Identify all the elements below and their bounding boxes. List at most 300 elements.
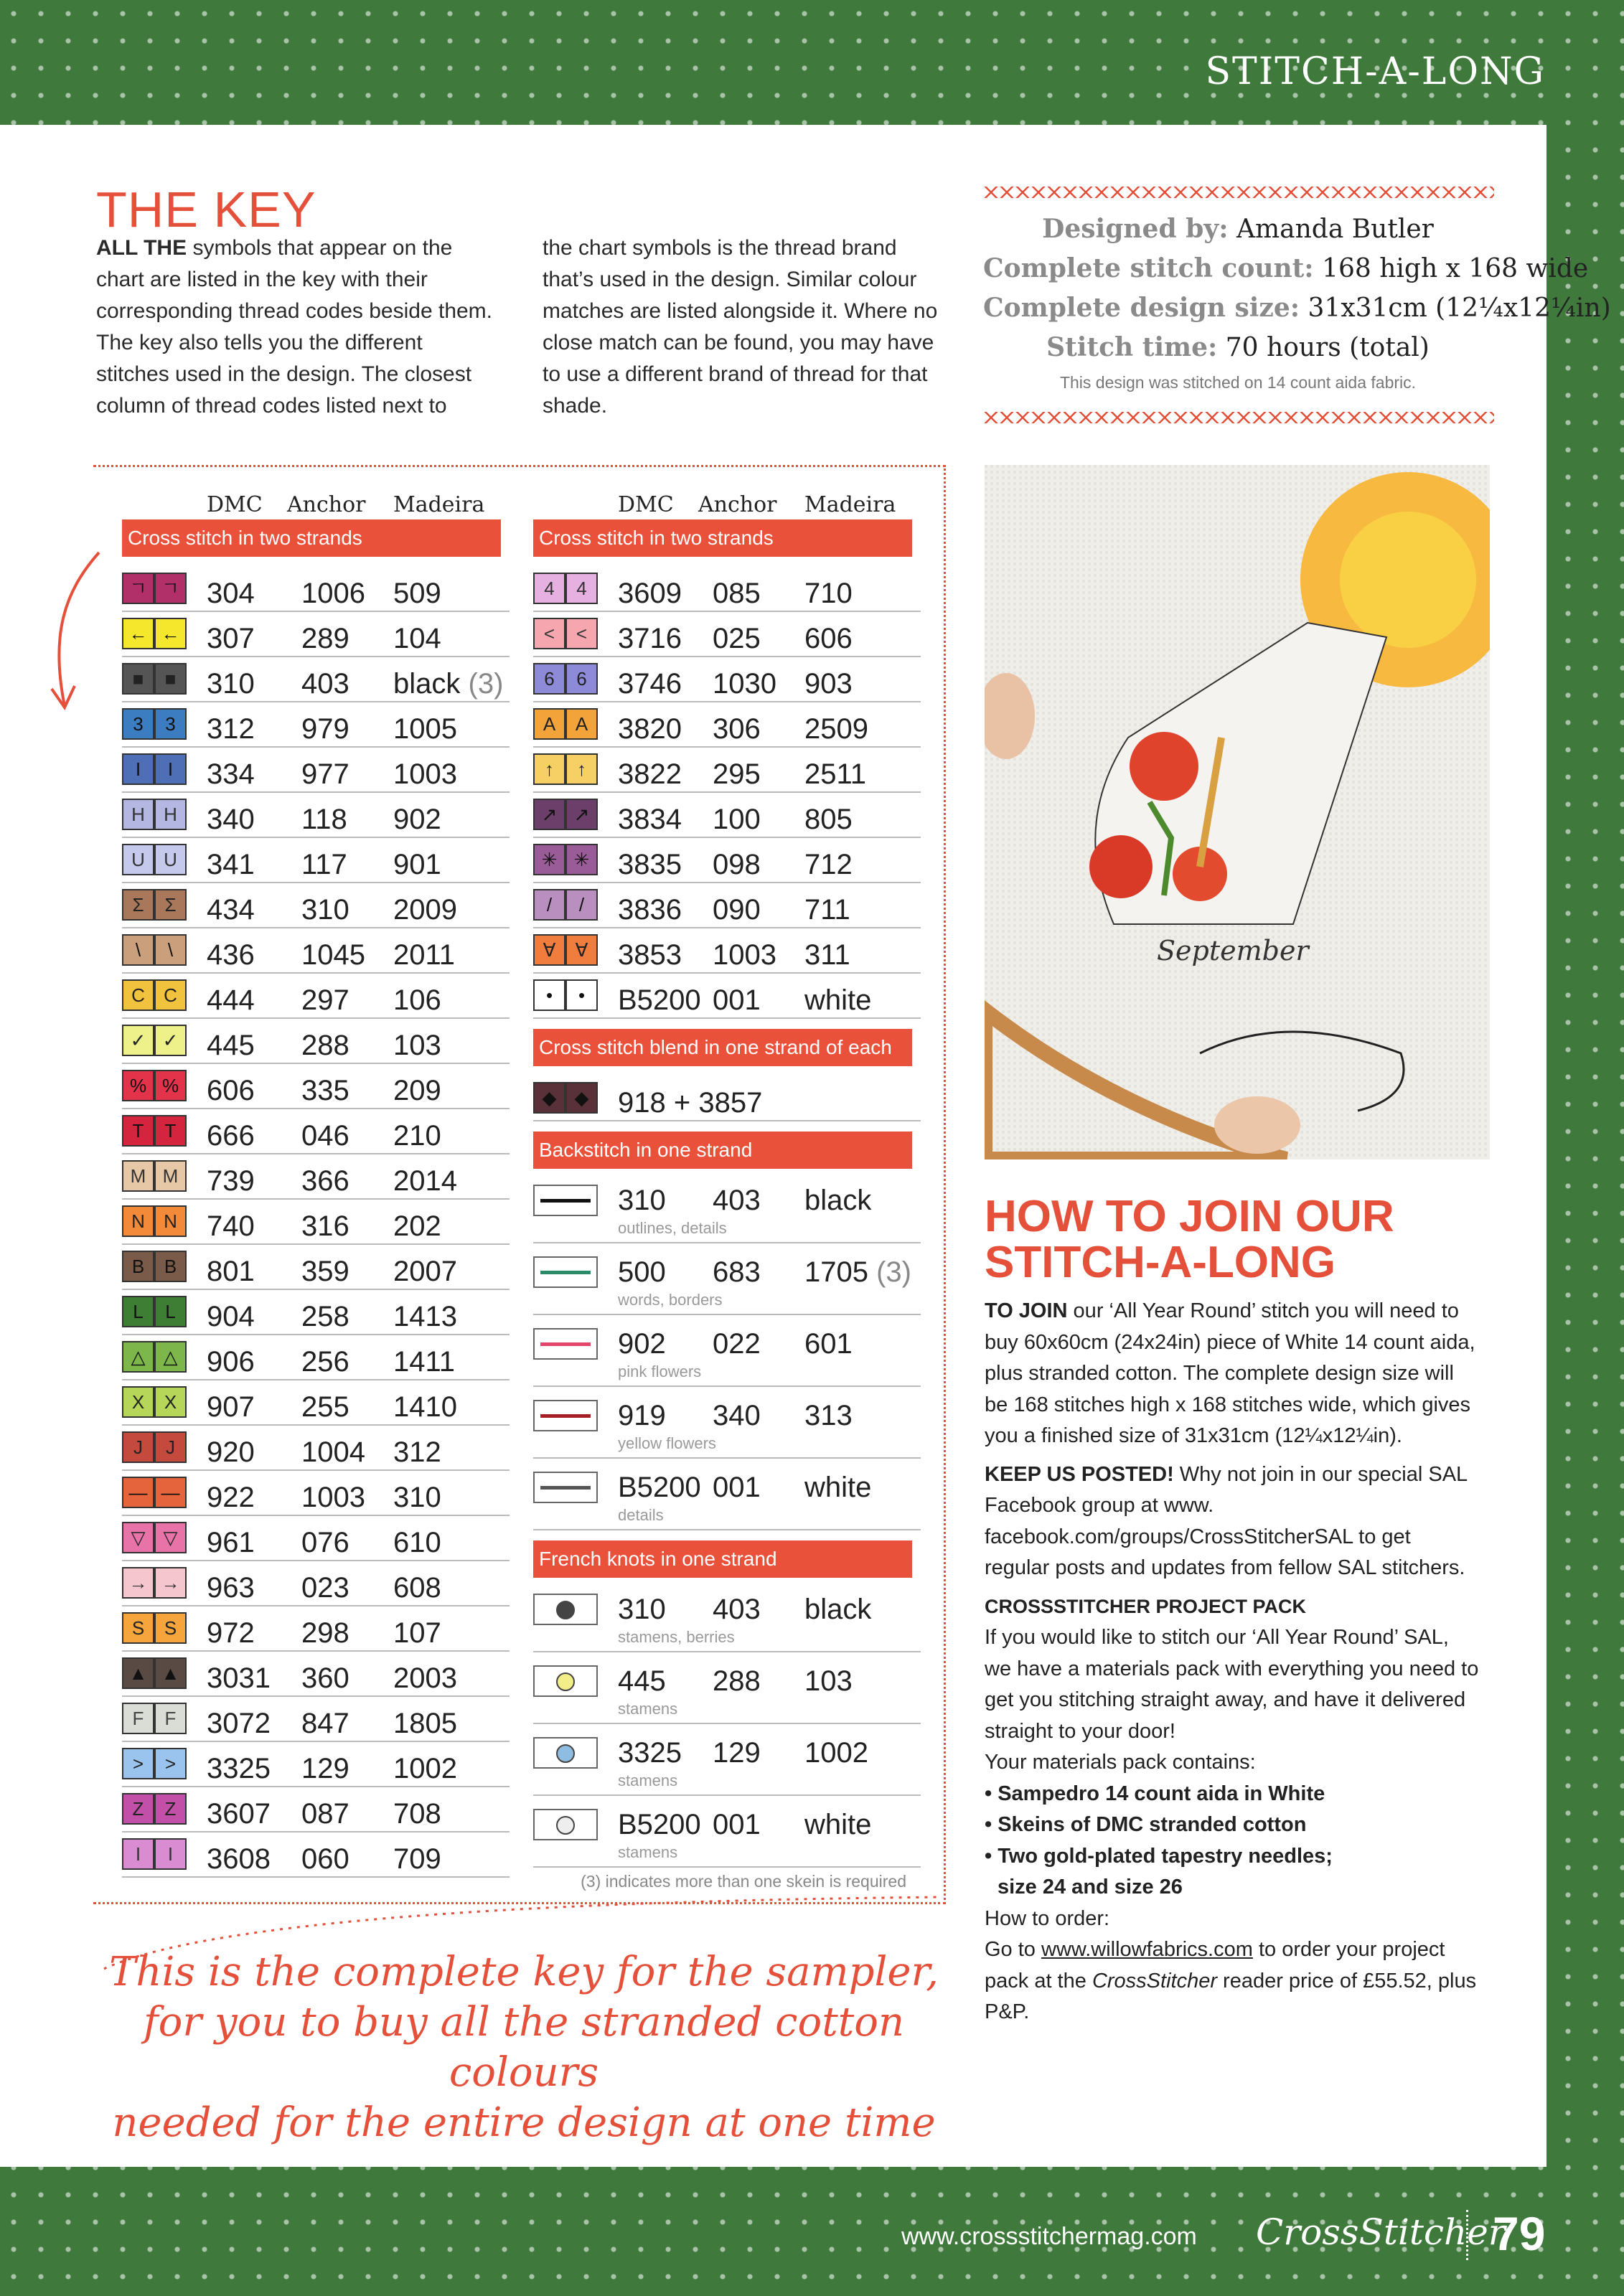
chart-symbol: T	[122, 1115, 154, 1147]
chart-symbol: ↑	[565, 753, 598, 785]
dmc-code: 3325	[618, 1737, 682, 1769]
divider-bottom	[983, 412, 1494, 423]
chart-symbol: /	[533, 889, 565, 921]
dmc-code: 3853	[618, 939, 682, 971]
page	[0, 125, 1611, 2167]
blend-symbol: ◆	[565, 1082, 598, 1114]
chart-symbol: >	[122, 1748, 154, 1779]
divider-top	[983, 187, 1494, 198]
madeira-code: white	[804, 1809, 872, 1840]
anchor-code: 297	[301, 984, 349, 1016]
dmc-code: 500	[618, 1256, 666, 1288]
thread-row	[122, 1109, 510, 1154]
madeira-code: 805	[804, 804, 853, 835]
anchor-code: 310	[301, 894, 349, 926]
symbol-swatch	[122, 1160, 187, 1192]
thread-row	[122, 1787, 510, 1832]
chart-symbol: ∀	[565, 934, 598, 966]
madeira-code: 2509	[804, 713, 868, 745]
madeira-code: white	[804, 984, 872, 1016]
pack-contains: Your materials pack contains:	[985, 1751, 1256, 1774]
dmc-code: 310	[618, 1594, 666, 1625]
symbol-swatch	[122, 1025, 187, 1056]
order-label: How to order:	[985, 1906, 1110, 1930]
chart-symbol: I	[122, 753, 154, 785]
dmc-code: 3835	[618, 849, 682, 880]
madeira-code: 313	[804, 1400, 853, 1431]
chart-symbol: I	[154, 1838, 187, 1870]
chart-symbol: F	[154, 1703, 187, 1734]
chart-symbol: Z	[154, 1793, 187, 1825]
madeira-code: 106	[393, 984, 441, 1016]
madeira-code: 311	[804, 939, 850, 971]
anchor-code: 090	[713, 894, 761, 926]
chart-symbol: S	[122, 1612, 154, 1644]
chart-symbol: M	[122, 1160, 154, 1192]
symbol-swatch	[533, 753, 598, 785]
chart-symbol: %	[154, 1070, 187, 1101]
chart-symbol: N	[154, 1205, 187, 1237]
stitch-count: Complete stitch count: 168 high x 168 wide	[983, 253, 1589, 283]
anchor-code: 129	[301, 1753, 349, 1784]
symbol-swatch	[533, 1082, 598, 1114]
anchor-code: 023	[301, 1572, 349, 1604]
thread-row	[533, 702, 921, 748]
french-knot-row	[533, 1652, 921, 1724]
chart-symbol: S	[154, 1612, 187, 1644]
pack-title: CROSSSTITCHER PROJECT PACK	[985, 1595, 1307, 1617]
thread-row	[122, 612, 510, 657]
chart-symbol: ↗	[565, 799, 598, 830]
symbol-swatch	[122, 1657, 187, 1689]
symbol-swatch	[533, 708, 598, 740]
madeira-code: 103	[804, 1665, 853, 1697]
how-to-join-body	[985, 1296, 1480, 2028]
dmc-code: 3746	[618, 668, 682, 700]
anchor-code: 1030	[713, 668, 776, 700]
dmc-code: 334	[207, 758, 255, 790]
anchor-code: 118	[301, 804, 347, 835]
symbol-swatch	[122, 573, 187, 604]
madeira-code: 1805	[393, 1708, 457, 1739]
footer-brand-logo: CrossStitcher	[1256, 2211, 1506, 2253]
symbol-swatch	[122, 1522, 187, 1553]
intro-lead: ALL THE	[96, 236, 187, 260]
chart-symbol: L	[154, 1296, 187, 1327]
madeira-code: black	[804, 1594, 872, 1625]
anchor-code: 129	[713, 1737, 761, 1769]
symbol-swatch	[533, 663, 598, 695]
thread-row	[122, 1561, 510, 1606]
french-knot-row	[533, 1581, 921, 1652]
chart-symbol: ✓	[154, 1025, 187, 1056]
order-link[interactable]: www.willowfabrics.com	[1041, 1938, 1253, 1961]
left-thread-list	[122, 567, 510, 1878]
anchor-code: 001	[713, 984, 761, 1016]
chart-symbol: ▽	[122, 1522, 154, 1553]
pack-item: • Skeins of DMC stranded cotton	[985, 1813, 1307, 1836]
backstitch-row	[533, 1243, 921, 1315]
pack-text: If you would like to stitch our ‘All Year Round’ SAL, we have a materials pack with everything you need to get you stitching straight away, and have it delivered straight to your door!	[985, 1626, 1479, 1743]
french-knot-icon	[533, 1737, 598, 1769]
fabric-note: This design was stitched on 14 count aida fabric.	[1059, 373, 1417, 392]
chart-symbol: ↗	[533, 799, 565, 830]
symbol-swatch	[122, 753, 187, 785]
madeira-code: 509	[393, 578, 441, 609]
dmc-code: 972	[207, 1617, 255, 1649]
anchor-code: 403	[301, 668, 349, 700]
chart-symbol: Z	[122, 1793, 154, 1825]
chart-symbol: ■	[154, 663, 187, 695]
symbol-swatch	[122, 1612, 187, 1644]
symbol-swatch	[533, 844, 598, 875]
chart-symbol: →	[154, 1567, 187, 1599]
chart-symbol: 3	[154, 708, 187, 740]
thread-row	[122, 1516, 510, 1561]
thread-row	[122, 1200, 510, 1245]
anchor-code: 403	[713, 1185, 761, 1216]
dmc-code: 307	[207, 623, 255, 654]
madeira-code: 2003	[393, 1662, 457, 1694]
anchor-code: 295	[713, 758, 761, 790]
madeira-code: black (3)	[393, 668, 504, 700]
backstitch-list	[533, 1172, 921, 1530]
usage-note: stamens	[618, 1772, 678, 1789]
anchor-code: 340	[713, 1400, 761, 1431]
usage-note: stamens	[618, 1843, 678, 1861]
chart-symbol: /	[565, 889, 598, 921]
chart-symbol: 4	[565, 573, 598, 604]
thread-row	[533, 928, 921, 974]
key-column-right	[533, 491, 921, 1891]
usage-note: stamens	[618, 1700, 678, 1718]
chart-symbol: A	[533, 708, 565, 740]
dmc-code: 312	[207, 713, 255, 745]
thread-row	[533, 838, 921, 883]
how-to-join-title: HOW TO JOIN OUR STITCH-A-LONG	[985, 1192, 1394, 1287]
madeira-code: 711	[804, 894, 850, 926]
chart-symbol: >	[154, 1748, 187, 1779]
dmc-code: 445	[618, 1665, 666, 1697]
symbol-swatch	[533, 573, 598, 604]
chart-symbol: ■	[122, 663, 154, 695]
french-knot-row	[533, 1724, 921, 1796]
symbol-swatch	[122, 1341, 187, 1373]
stitch-time: Stitch time: 70 hours (total)	[1046, 332, 1430, 362]
chart-symbol: J	[154, 1431, 187, 1463]
footer-separator	[1466, 2210, 1468, 2260]
dmc-code: 606	[207, 1075, 255, 1106]
backstitch-line-icon	[533, 1256, 598, 1288]
anchor-code: 255	[301, 1391, 349, 1423]
dmc-code: B5200	[618, 1472, 701, 1503]
chart-symbol: →	[122, 1567, 154, 1599]
skein-count: (3)	[868, 1256, 911, 1288]
madeira-code: 1002	[804, 1737, 868, 1769]
dmc-code: 963	[207, 1572, 255, 1604]
chart-symbol: Σ	[154, 889, 187, 921]
thread-row	[122, 1606, 510, 1652]
usage-note: outlines, details	[618, 1219, 727, 1237]
chart-symbol: △	[122, 1341, 154, 1373]
symbol-swatch	[122, 1477, 187, 1508]
key-script-note: This is the complete key for the sampler, for you to buy all the stranded cotton colours needed for the entire design at one time	[109, 1949, 939, 2146]
madeira-code: 1410	[393, 1391, 457, 1423]
madeira-code: 608	[393, 1572, 441, 1604]
backstitch-line-icon	[533, 1185, 598, 1216]
madeira-code: 1002	[393, 1753, 457, 1784]
symbol-swatch	[533, 979, 598, 1011]
dmc-code: 922	[207, 1482, 255, 1513]
french-knot-icon	[533, 1809, 598, 1840]
madeira-code: 104	[393, 623, 441, 654]
madeira-code: 1705 (3)	[804, 1256, 911, 1288]
madeira-code: 606	[804, 623, 853, 654]
dmc-code: 436	[207, 939, 255, 971]
chart-symbol: ㄱ	[154, 573, 187, 604]
dmc-code: 341	[207, 849, 255, 880]
chart-symbol: H	[122, 799, 154, 830]
thread-row	[122, 748, 510, 793]
chart-symbol: 3	[122, 708, 154, 740]
symbol-swatch	[533, 799, 598, 830]
chart-symbol: •	[565, 979, 598, 1011]
chart-symbol: C	[122, 979, 154, 1011]
section-cross-stitch: Cross stitch in two strands	[533, 519, 912, 557]
chart-symbol: U	[122, 844, 154, 875]
dmc-code: 340	[207, 804, 255, 835]
thread-row	[122, 883, 510, 928]
thread-row	[122, 1380, 510, 1426]
photo-month-label: September	[1157, 935, 1309, 966]
backstitch-row	[533, 1459, 921, 1530]
madeira-code: 2009	[393, 894, 457, 926]
chart-symbol: •	[533, 979, 565, 1011]
anchor-code: 1003	[713, 939, 776, 971]
chart-symbol: ∀	[533, 934, 565, 966]
chart-symbol: \	[154, 934, 187, 966]
madeira-code: 903	[804, 668, 853, 700]
thread-row	[122, 928, 510, 974]
chart-symbol: ✳	[533, 844, 565, 875]
dmc-code: B5200	[618, 1809, 701, 1840]
pack-item: • Sampedro 14 count aida in White	[985, 1782, 1325, 1805]
dmc-code: 310	[618, 1185, 666, 1216]
thread-row	[122, 1019, 510, 1064]
anchor-code: 1004	[301, 1436, 365, 1468]
chart-symbol: F	[122, 1703, 154, 1734]
dmc-code: 906	[207, 1346, 255, 1378]
madeira-code: 901	[393, 849, 441, 880]
chart-symbol: I	[154, 753, 187, 785]
chart-symbol: N	[122, 1205, 154, 1237]
madeira-code: 2511	[804, 758, 867, 790]
chart-symbol: C	[154, 979, 187, 1011]
anchor-code: 359	[301, 1256, 349, 1287]
dmc-code: 445	[207, 1030, 255, 1061]
anchor-code: 258	[301, 1301, 349, 1332]
chart-symbol: ↑	[533, 753, 565, 785]
french-knot-icon	[533, 1594, 598, 1625]
anchor-code: 060	[301, 1843, 349, 1875]
symbol-swatch	[122, 1567, 187, 1599]
dmc-code: 907	[207, 1391, 255, 1423]
madeira-code: 209	[393, 1075, 441, 1106]
symbol-swatch	[122, 663, 187, 695]
symbol-swatch	[122, 708, 187, 740]
chart-symbol: ▲	[154, 1657, 187, 1689]
symbol-swatch	[122, 618, 187, 649]
chart-symbol: T	[154, 1115, 187, 1147]
dmc-code: 919	[618, 1400, 666, 1431]
thread-row	[122, 1426, 510, 1471]
symbol-swatch	[122, 1748, 187, 1779]
dmc-code: 902	[618, 1328, 666, 1360]
backstitch-row	[533, 1172, 921, 1243]
madeira-code: 103	[393, 1030, 441, 1061]
dmc-code: 3836	[618, 894, 682, 926]
anchor-code: 288	[713, 1665, 761, 1697]
chart-symbol: %	[122, 1070, 154, 1101]
symbol-swatch	[533, 889, 598, 921]
madeira-code: 601	[804, 1328, 853, 1360]
anchor-code: 076	[301, 1527, 349, 1558]
thread-row	[122, 1742, 510, 1787]
anchor-code: 100	[713, 804, 761, 835]
madeira-code: 712	[804, 849, 853, 880]
chart-symbol: ←	[122, 618, 154, 649]
symbol-swatch	[122, 1205, 187, 1237]
thread-row	[533, 974, 921, 1019]
symbol-swatch	[122, 1703, 187, 1734]
dmc-code: 920	[207, 1436, 255, 1468]
anchor-code: 977	[301, 758, 349, 790]
usage-note: words, borders	[618, 1291, 723, 1309]
madeira-code: 1005	[393, 713, 457, 745]
design-info	[983, 210, 1611, 392]
join-paragraph: TO JOIN our ‘All Year Round’ stitch you will need to buy 60x60cm (24x24in) piece of White 14 count aida, plus stranded cotton. The complete design size will be 168 stitches high x 168 stitches wide, which gives you a finished size of 31x31cm (12¼x12¼in).	[985, 1299, 1475, 1447]
column-headers: DMC Anchor Madeira	[207, 492, 485, 517]
chart-symbol: U	[154, 844, 187, 875]
thread-row	[122, 702, 510, 748]
symbol-swatch	[533, 618, 598, 649]
symbol-swatch	[122, 799, 187, 830]
anchor-code: 098	[713, 849, 761, 880]
pack-item: size 24 and size 26	[998, 1876, 1183, 1899]
chart-symbol: X	[154, 1386, 187, 1418]
french-knot-row	[533, 1796, 921, 1868]
chart-symbol: B	[154, 1251, 187, 1282]
section-french-knots: French knots in one strand	[533, 1540, 912, 1578]
french-knot-list	[533, 1581, 921, 1868]
right-thread-list	[533, 567, 921, 1019]
chart-symbol: <	[565, 618, 598, 649]
madeira-code: 1411	[393, 1346, 456, 1378]
anchor-code: 046	[301, 1120, 349, 1152]
madeira-code: 710	[804, 578, 853, 609]
column-headers: DMC Anchor Madeira	[618, 492, 896, 517]
madeira-code: 210	[393, 1120, 441, 1152]
backstitch-line-icon	[533, 1328, 598, 1360]
anchor-code: 025	[713, 623, 761, 654]
anchor-code: 001	[713, 1472, 761, 1503]
usage-note: details	[618, 1506, 664, 1524]
anchor-code: 1003	[301, 1482, 365, 1513]
madeira-code: 310	[393, 1482, 441, 1513]
symbol-swatch	[122, 1251, 187, 1282]
anchor-code: 335	[301, 1075, 349, 1106]
usage-note: yellow flowers	[618, 1434, 716, 1452]
dmc-code: 3072	[207, 1708, 271, 1739]
thread-row	[122, 1245, 510, 1290]
section-blend: Cross stitch blend in one strand of each	[533, 1029, 912, 1066]
madeira-code: 2014	[393, 1165, 457, 1197]
chart-symbol: △	[154, 1341, 187, 1373]
anchor-code: 087	[301, 1798, 349, 1830]
chart-symbol: ㄱ	[122, 573, 154, 604]
chart-symbol: H	[154, 799, 187, 830]
designed-by: Designed by: Amanda Butler	[1042, 214, 1434, 244]
chart-symbol: I	[122, 1838, 154, 1870]
dmc-code: 3608	[207, 1843, 271, 1875]
anchor-code: 316	[301, 1210, 349, 1242]
anchor-code: 298	[301, 1617, 349, 1649]
dmc-code: B5200	[618, 984, 701, 1016]
anchor-code: 288	[301, 1030, 349, 1061]
anchor-code: 001	[713, 1809, 761, 1840]
chart-symbol: ▽	[154, 1522, 187, 1553]
dmc-code: 3609	[618, 578, 682, 609]
dmc-code: 740	[207, 1210, 255, 1242]
page-number: 79	[1493, 2207, 1546, 2260]
anchor-code: 979	[301, 713, 349, 745]
madeira-code: 202	[393, 1210, 441, 1242]
dmc-code: 310	[207, 668, 255, 700]
intro-text-1: symbols that appear on the chart are listed in the key with their corresponding thread codes beside them. The key also tells you the different stitches used in the design. The closest column of thread codes listed next to	[96, 236, 493, 418]
madeira-code: 610	[393, 1527, 441, 1558]
symbol-swatch	[122, 979, 187, 1011]
thread-row	[533, 657, 921, 702]
order-text: Go to www.willowfabrics.com to order your project pack at the CrossStitcher reader price of £55.52, plus P&P.	[985, 1938, 1477, 2023]
arrow-icon	[43, 548, 108, 720]
chart-symbol: —	[154, 1477, 187, 1508]
dmc-code: 666	[207, 1120, 255, 1152]
backstitch-line-icon	[533, 1400, 598, 1431]
anchor-code: 022	[713, 1328, 761, 1360]
dmc-code: 3031	[207, 1662, 271, 1694]
dmc-code: 3834	[618, 804, 682, 835]
anchor-code: 306	[713, 713, 761, 745]
skein-note: (3) indicates more than one skein is required	[581, 1872, 906, 1891]
blend-code: 918 + 3857	[618, 1087, 763, 1119]
section-backstitch: Backstitch in one strand	[533, 1131, 912, 1169]
footer-url[interactable]: www.crossstitchermag.com	[901, 2223, 1197, 2250]
blend-row	[533, 1076, 921, 1121]
dmc-code: 801	[207, 1256, 255, 1287]
french-knot-icon	[533, 1665, 598, 1697]
chart-symbol: <	[533, 618, 565, 649]
symbol-swatch	[122, 1070, 187, 1101]
madeira-code: 312	[393, 1436, 441, 1468]
anchor-code: 256	[301, 1346, 349, 1378]
intro-column-1	[96, 232, 498, 422]
madeira-code: white	[804, 1472, 872, 1503]
madeira-code: 1413	[393, 1301, 457, 1332]
thread-row	[122, 1290, 510, 1335]
dmc-code: 739	[207, 1165, 255, 1197]
symbol-swatch	[533, 934, 598, 966]
dmc-code: 3820	[618, 713, 682, 745]
